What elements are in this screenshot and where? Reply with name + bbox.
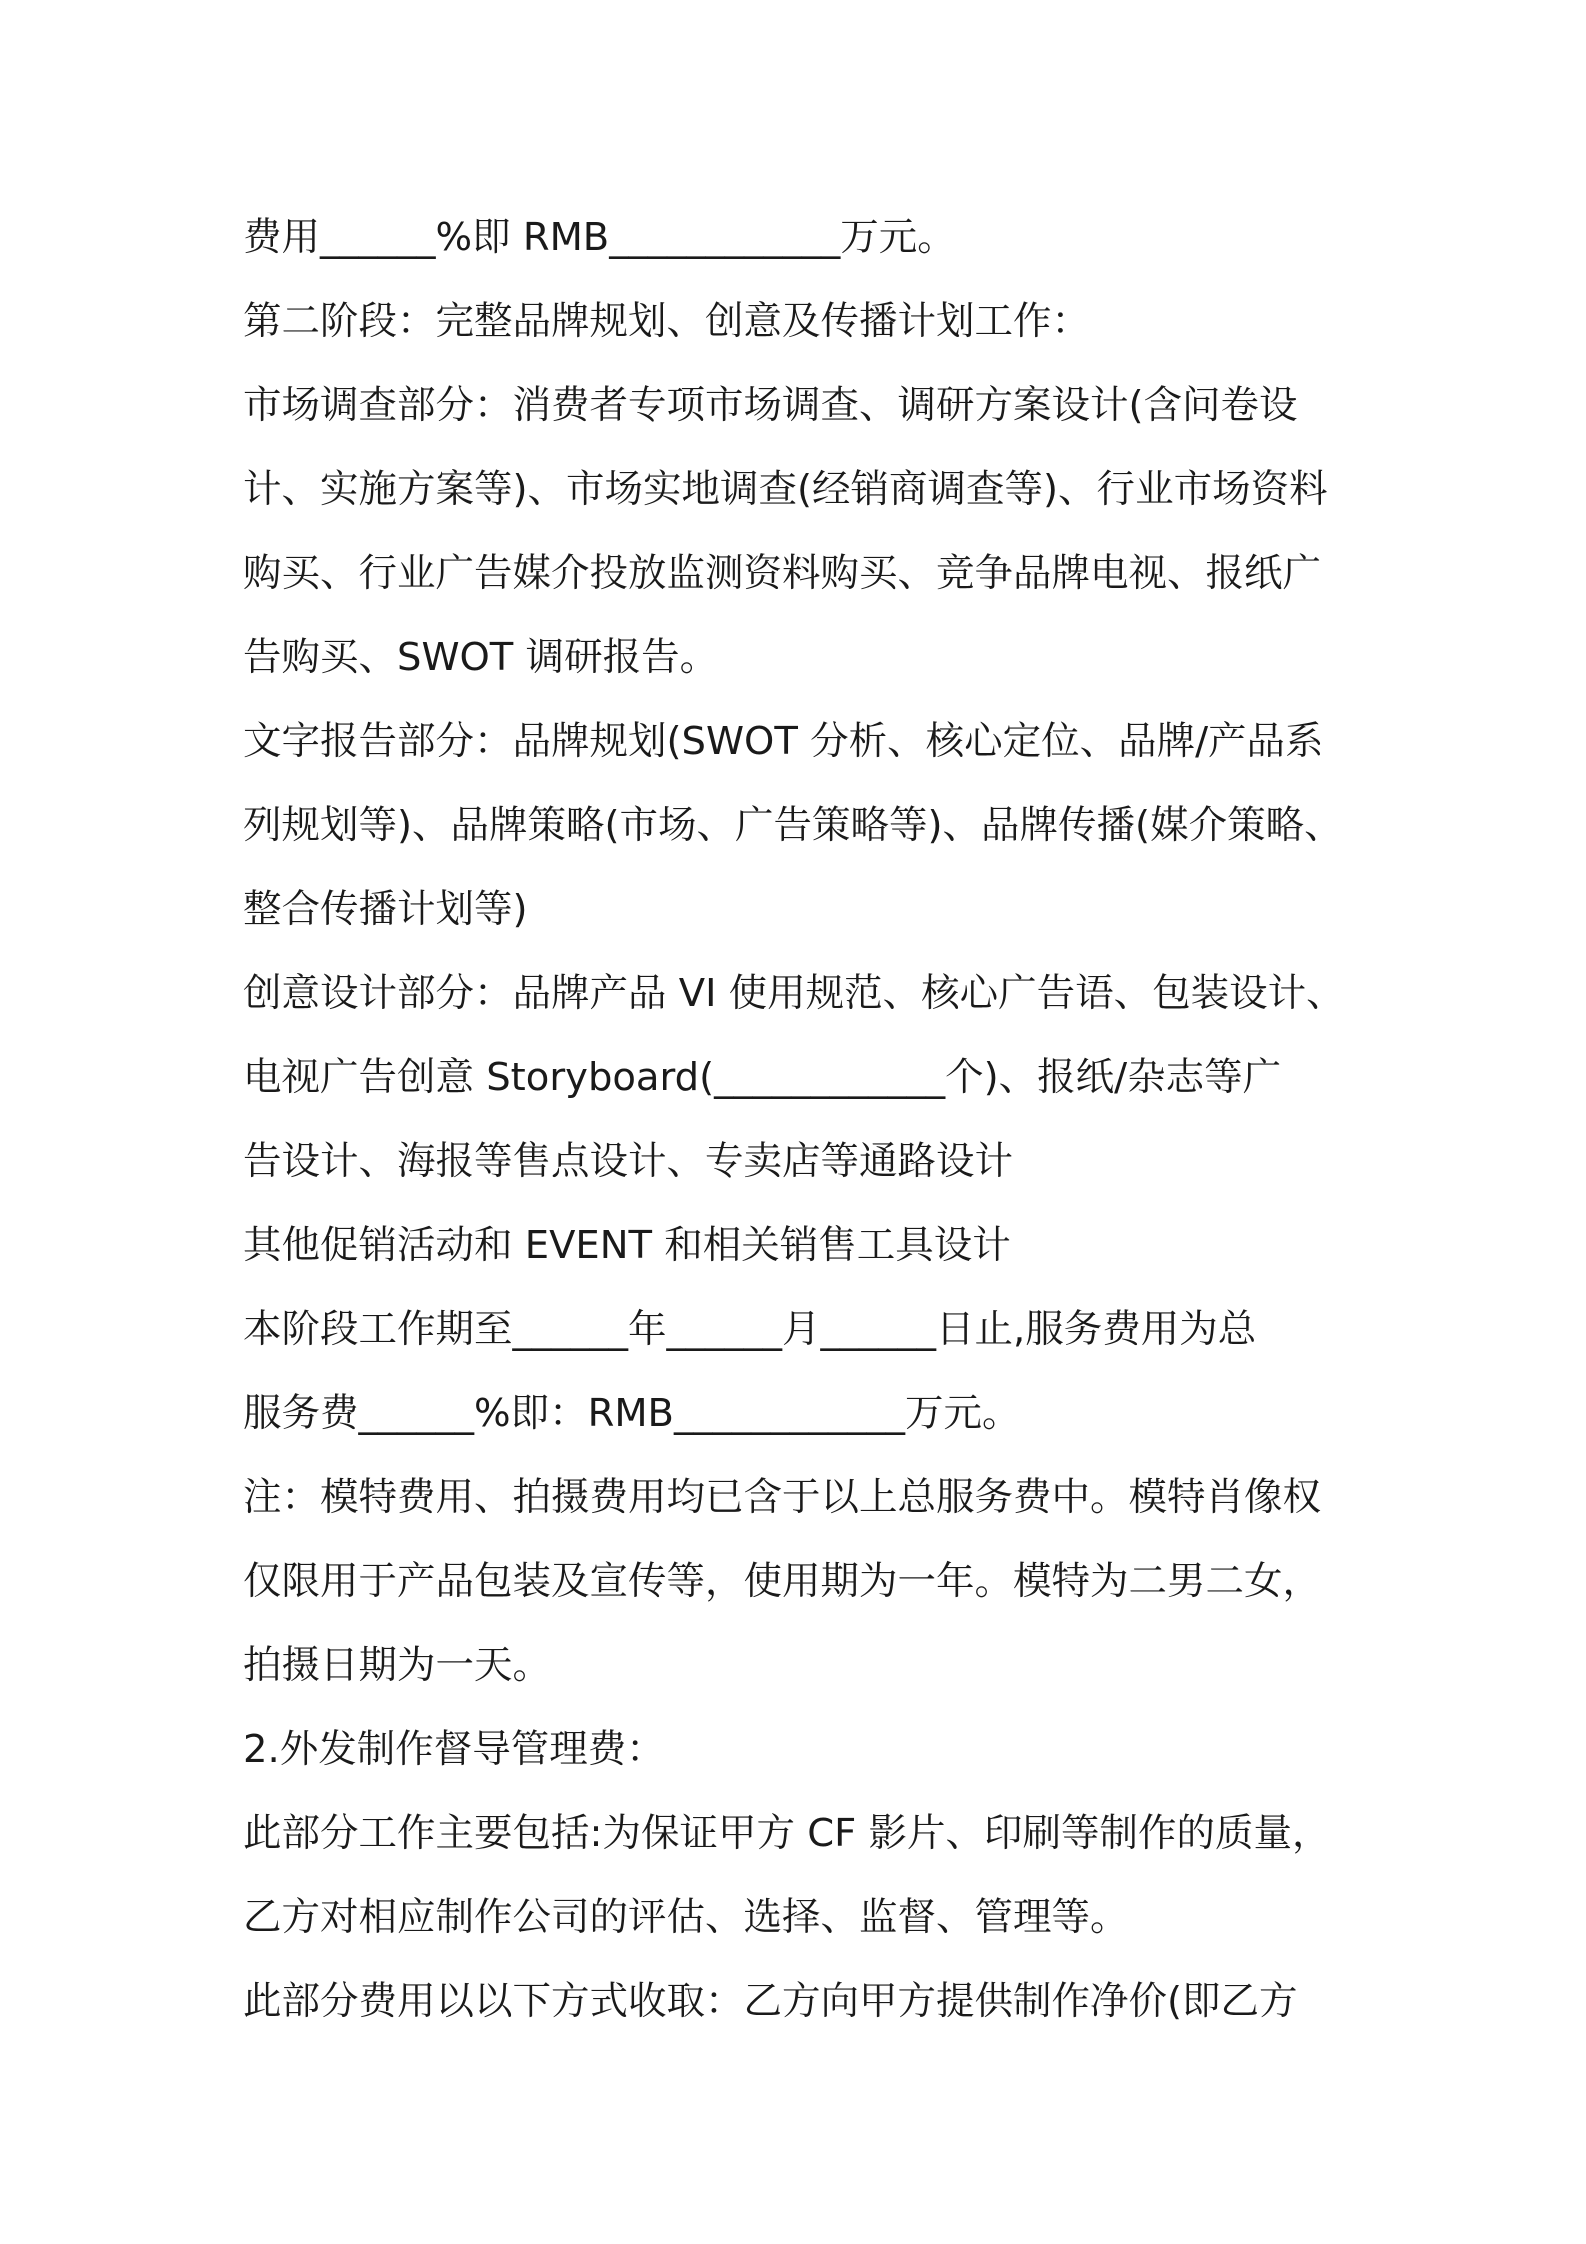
text-line: 服务费______%即：RMB____________万元。 [243,1391,1021,1436]
text-line: 市场调查部分：消费者专项市场调查、调研方案设计(含问卷设 [243,383,1298,428]
text-line: 列规划等)、品牌策略(市场、广告策略等)、品牌传播(媒介策略、 [243,803,1343,848]
text-line: 仅限用于产品包装及宣传等，使用期为一年。模特为二男二女， [243,1559,1322,1604]
text-line: 注：模特费用、拍摄费用均已含于以上总服务费中。模特肖像权 [243,1475,1322,1520]
text-line: 乙方对相应制作公司的评估、选择、监督、管理等。 [243,1895,1129,1940]
text-line: 购买、行业广告媒介投放监测资料购买、竞争品牌电视、报纸广 [243,551,1322,596]
text-line: 2.外发制作督导管理费： [243,1727,665,1772]
text-line: 第二阶段：完整品牌规划、创意及传播计划工作： [243,299,1091,344]
text-line: 本阶段工作期至______年______月______日止,服务费用为总 [243,1307,1257,1352]
text-line: 告购买、SWOT 调研报告。 [243,635,719,680]
text-line: 此部分费用以以下方式收取：乙方向甲方提供制作净价(即乙方 [243,1979,1298,2024]
text-line: 此部分工作主要包括:为保证甲方 CF 影片、印刷等制作的质量， [243,1811,1331,1856]
text-line: 告设计、海报等售点设计、专卖店等通路设计 [243,1139,1014,1184]
text-line: 其他促销活动和 EVENT 和相关销售工具设计 [243,1223,1011,1268]
text-line: 费用______%即 RMB____________万元。 [243,215,956,260]
text-line: 创意设计部分：品牌产品 VI 使用规范、核心广告语、包装设计、 [243,971,1345,1016]
document-body [243,196,1373,2044]
text-line: 整合传播计划等) [243,887,528,932]
text-line: 文字报告部分：品牌规划(SWOT 分析、核心定位、品牌/产品系 [243,719,1324,764]
text-line: 电视广告创意 Storyboard(____________个)、报纸/杂志等广 [243,1055,1282,1100]
text-line: 计、实施方案等)、市场实地调查(经销商调查等)、行业市场资料 [243,467,1328,512]
text-line: 拍摄日期为一天。 [243,1643,552,1688]
